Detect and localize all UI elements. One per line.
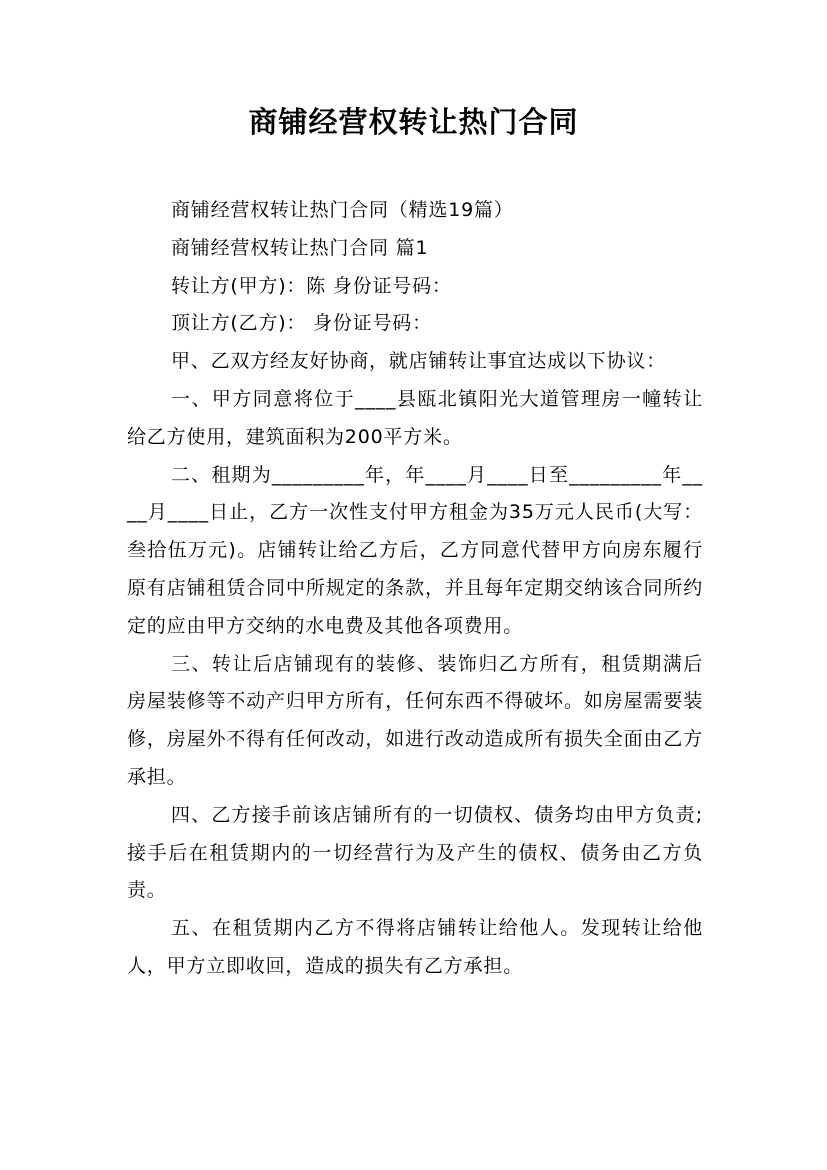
paragraph-clause-5: 五、在租赁期内乙方不得将店铺转让给他人。发现转让给他人，甲方立即收回，造成的损失有乙方承担。	[127, 917, 703, 977]
paragraph-clause-3: 三、转让后店铺现有的装修、装饰归乙方所有，租赁期满后房屋装修等不动产归甲方所有，任何东西不得破坏。如房屋需要装修，房屋外不得有任何改动，如进行改动造成所有损失全面由乙方承担。	[127, 652, 703, 788]
document-title: 商铺经营权转让热门合同	[248, 105, 579, 139]
paragraph-clause-2: 二、租期为_________年，年____月____日至_________年____月____日止，乙方一次性支付甲方租金为35万元人民币(大写：叁拾伍万元)。店铺转让给乙方后，乙方同意代替甲方向房东履行原有店铺租赁合同中所规定的条款，并且每年定期交纳该合同所约定的应由甲方交纳的水电费及其他各项费用。	[127, 463, 703, 637]
paragraph-party-b: 顶让方(乙方)： 身份证号码：	[171, 312, 432, 335]
document-body	[127, 192, 703, 986]
paragraph-section-heading: 商铺经营权转让热门合同 篇1	[171, 236, 429, 259]
paragraph-subtitle: 商铺经营权转让热门合同（精选19篇）	[171, 199, 514, 221]
paragraph-party-a: 转让方(甲方)：陈 身份证号码：	[171, 274, 452, 297]
paragraph-clause-1: 一、甲方同意将位于____县瓯北镇阳光大道管理房一幢转让给乙方使用，建筑面积为200平方米。	[127, 387, 703, 448]
paragraph-agreement-intro: 甲、乙双方经友好协商，就店铺转让事宜达成以下协议：	[171, 350, 667, 373]
paragraph-clause-4: 四、乙方接手前该店铺所有的一切债权、债务均由甲方负责;接手后在租赁期内的一切经营行为及产生的债权、债务由乙方负责。	[127, 803, 703, 902]
